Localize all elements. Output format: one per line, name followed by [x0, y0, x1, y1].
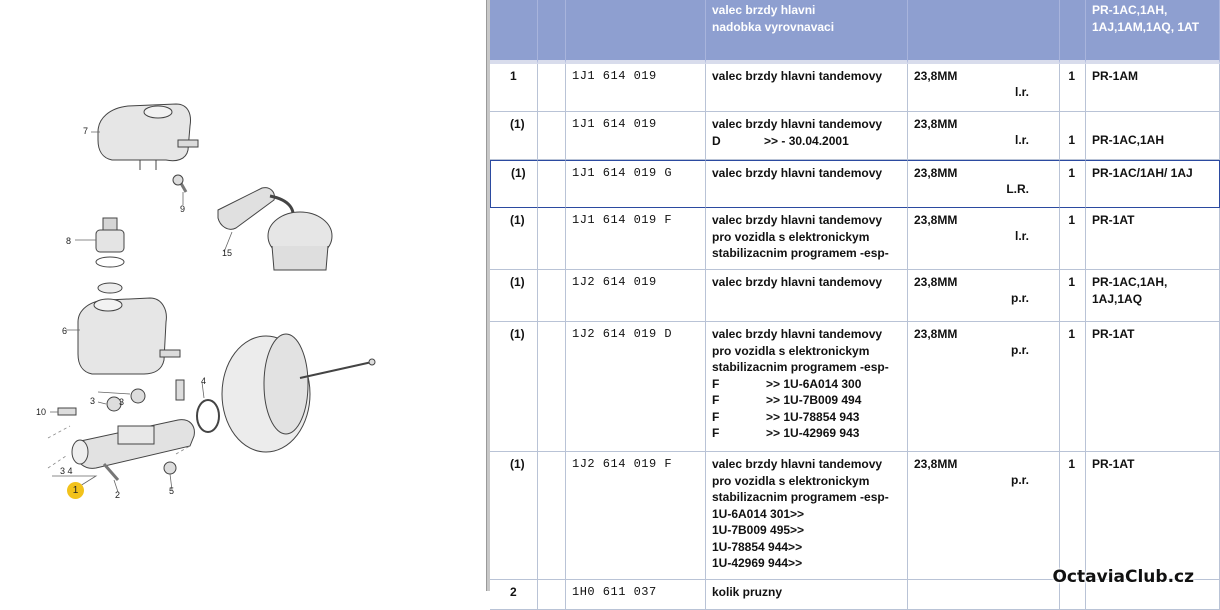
- row-side: l.r.: [1014, 85, 1029, 99]
- component-15: [218, 188, 274, 230]
- row-remark: [908, 270, 1060, 322]
- row-remark-value: 23,8MM: [914, 213, 958, 227]
- row-side: p.r.: [1010, 291, 1029, 305]
- reservoir-top-nozzle: [178, 140, 198, 147]
- callout-2[interactable]: 2: [115, 490, 121, 500]
- brake-master-cylinder-diagram: [0, 0, 486, 591]
- row-part-no: 1J2 614 019 F: [566, 452, 706, 580]
- row-pos: (1): [490, 270, 538, 322]
- row-description: [706, 322, 908, 452]
- reservoir-top-cap: [144, 106, 172, 118]
- row-pos: (1): [490, 452, 538, 580]
- row-description: valec brzdy hlavni tandemovy: [706, 160, 908, 208]
- row-pos: (1): [490, 160, 538, 208]
- callout-1-highlighted[interactable]: 1: [67, 482, 84, 499]
- row-model: PR-1AC,1AH, 1AJ,1AQ: [1086, 270, 1220, 322]
- row-side: l.r.: [1014, 133, 1029, 147]
- callout-15[interactable]: 15: [222, 248, 233, 258]
- header-description-line1: valec brzdy hlavni: [712, 3, 816, 17]
- callout-5[interactable]: 5: [169, 486, 175, 496]
- row-description: [706, 208, 908, 270]
- row-description: kolik pruzny: [706, 580, 908, 610]
- row-qty: 1: [1060, 160, 1086, 208]
- row-description-main: valec brzdy hlavni tandemovy: [712, 327, 883, 341]
- row-range: 1U-42969 944>>: [712, 556, 803, 570]
- header-pos: [490, 0, 538, 64]
- row-range: F >> 1U-42969 943: [712, 426, 860, 440]
- callout-3b[interactable]: 3: [119, 397, 125, 407]
- row-remark: [908, 64, 1060, 112]
- row-side: p.r.: [1010, 343, 1029, 357]
- row-description-extra: pro vozidla s elektronickym stabilizacnim programem -esp-: [712, 473, 889, 504]
- row-model: PR-1AM: [1086, 64, 1220, 112]
- row-description: valec brzdy hlavni tandemovy: [706, 270, 908, 322]
- row-description-main: valec brzdy hlavni tandemovy: [712, 213, 883, 227]
- callout-9[interactable]: 9: [180, 204, 186, 214]
- table-row[interactable]: [490, 270, 1220, 322]
- table-header-row: [490, 0, 1220, 64]
- callout-4[interactable]: 4: [201, 376, 207, 386]
- table-row[interactable]: [490, 208, 1220, 270]
- reservoir-6-cap: [94, 299, 122, 311]
- row-pos: (1): [490, 208, 538, 270]
- row-pos: 1: [490, 64, 538, 112]
- cap-8: [96, 230, 124, 252]
- row-range: 1U-7B009 495>>: [712, 523, 805, 537]
- seal-3b: [131, 389, 145, 403]
- table-row[interactable]: [490, 322, 1220, 452]
- watermark-logo: OctaviaClub.cz: [1052, 567, 1194, 587]
- callout-10[interactable]: 10: [36, 407, 47, 417]
- reservoir-6: [78, 298, 166, 374]
- row-model: PR-1AC,1AH: [1086, 112, 1220, 160]
- parts-table: [490, 0, 1220, 610]
- row-part-no: 1H0 611 037: [566, 580, 706, 610]
- row-remark: [908, 160, 1060, 208]
- row-description: [706, 452, 908, 580]
- table-row[interactable]: [490, 64, 1220, 112]
- row-remark-value: 23,8MM: [914, 117, 958, 131]
- row-part-no: 1J1 614 019: [566, 112, 706, 160]
- row-description-main: valec brzdy hlavni tandemovy: [712, 117, 883, 131]
- row-remark-value: 23,8MM: [914, 275, 958, 289]
- row-remark-value: 23,8MM: [914, 166, 958, 180]
- row-pos: (1): [490, 112, 538, 160]
- row-range: F >> 1U-7B009 494: [712, 393, 862, 407]
- table-row[interactable]: [490, 452, 1220, 580]
- row-qty: 1: [1060, 322, 1086, 452]
- parts-list-pane: [490, 0, 1200, 599]
- row-description-extra: D >> - 30.04.2001: [712, 133, 849, 148]
- table-row-selected[interactable]: [490, 160, 1220, 208]
- row-side: p.r.: [1010, 473, 1029, 487]
- row-description-extra: pro vozidla s elektronickym stabilizacnim programem -esp-: [712, 229, 889, 260]
- row-model: PR-1AT: [1086, 452, 1220, 580]
- row-remark: [908, 452, 1060, 580]
- row-qty: 1: [1060, 208, 1086, 270]
- row-remark-value: 23,8MM: [914, 327, 958, 341]
- header-part-no: [566, 0, 706, 64]
- row-side: L.R.: [1006, 182, 1029, 196]
- plug-5: [164, 462, 176, 474]
- row-description: [706, 112, 908, 160]
- callout-6[interactable]: 6: [62, 326, 68, 336]
- callout-8[interactable]: 8: [66, 236, 72, 246]
- row-model: PR-1AC/1AH/ 1AJ: [1086, 160, 1220, 208]
- row-part-no: 1J1 614 019 F: [566, 208, 706, 270]
- header-description-line2: nadobka vyrovnavaci: [712, 19, 835, 34]
- exploded-diagram-pane: [0, 0, 486, 591]
- row-model: PR-1AT: [1086, 322, 1220, 452]
- table-row[interactable]: [490, 112, 1220, 160]
- callout-7[interactable]: 7: [83, 126, 89, 136]
- row-range: F >> 1U-6A014 300: [712, 376, 862, 391]
- header-spacer: [538, 0, 566, 64]
- row-pos: 2: [490, 580, 538, 610]
- row-remark: [908, 580, 1060, 610]
- row-qty: 1: [1060, 112, 1086, 160]
- row-qty: 1: [1060, 270, 1086, 322]
- row-pos: (1): [490, 322, 538, 452]
- row-description-extra: pro vozidla s elektronickym stabilizacnim programem -esp-: [712, 343, 889, 374]
- row-part-no: 1J1 614 019: [566, 64, 706, 112]
- row-description: valec brzdy hlavni tandemovy: [706, 64, 908, 112]
- row-description-main: valec brzdy hlavni tandemovy: [712, 457, 883, 471]
- header-remark: [908, 0, 1060, 64]
- row-part-no: 1J2 614 019: [566, 270, 706, 322]
- row-remark: [908, 208, 1060, 270]
- row-model: PR-1AT: [1086, 208, 1220, 270]
- header-model: PR-1AC,1AH, 1AJ,1AM,1AQ, 1AT: [1086, 0, 1220, 64]
- row-range: F >> 1U-78854 943: [712, 409, 860, 424]
- row-range: 1U-6A014 301>>: [712, 506, 805, 521]
- o-ring-4: [197, 400, 219, 432]
- row-remark: [908, 112, 1060, 160]
- row-part-no: 1J2 614 019 D: [566, 322, 706, 452]
- header-description: [706, 0, 908, 64]
- header-qty: [1060, 0, 1086, 64]
- row-remark-value: 23,8MM: [914, 69, 958, 83]
- row-remark: [908, 322, 1060, 452]
- sensor-10: [58, 408, 76, 415]
- row-part-no: 1J1 614 019 G: [566, 160, 706, 208]
- row-qty: 1: [1060, 452, 1086, 580]
- row-side: l.r.: [1014, 229, 1029, 243]
- row-remark-value: 23,8MM: [914, 457, 958, 471]
- row-range: 1U-78854 944>>: [712, 539, 803, 554]
- callout-3a[interactable]: 3: [90, 396, 96, 406]
- pin-2: [104, 464, 118, 480]
- callout-3-4[interactable]: 3 4: [60, 466, 73, 476]
- row-qty: 1: [1060, 64, 1086, 112]
